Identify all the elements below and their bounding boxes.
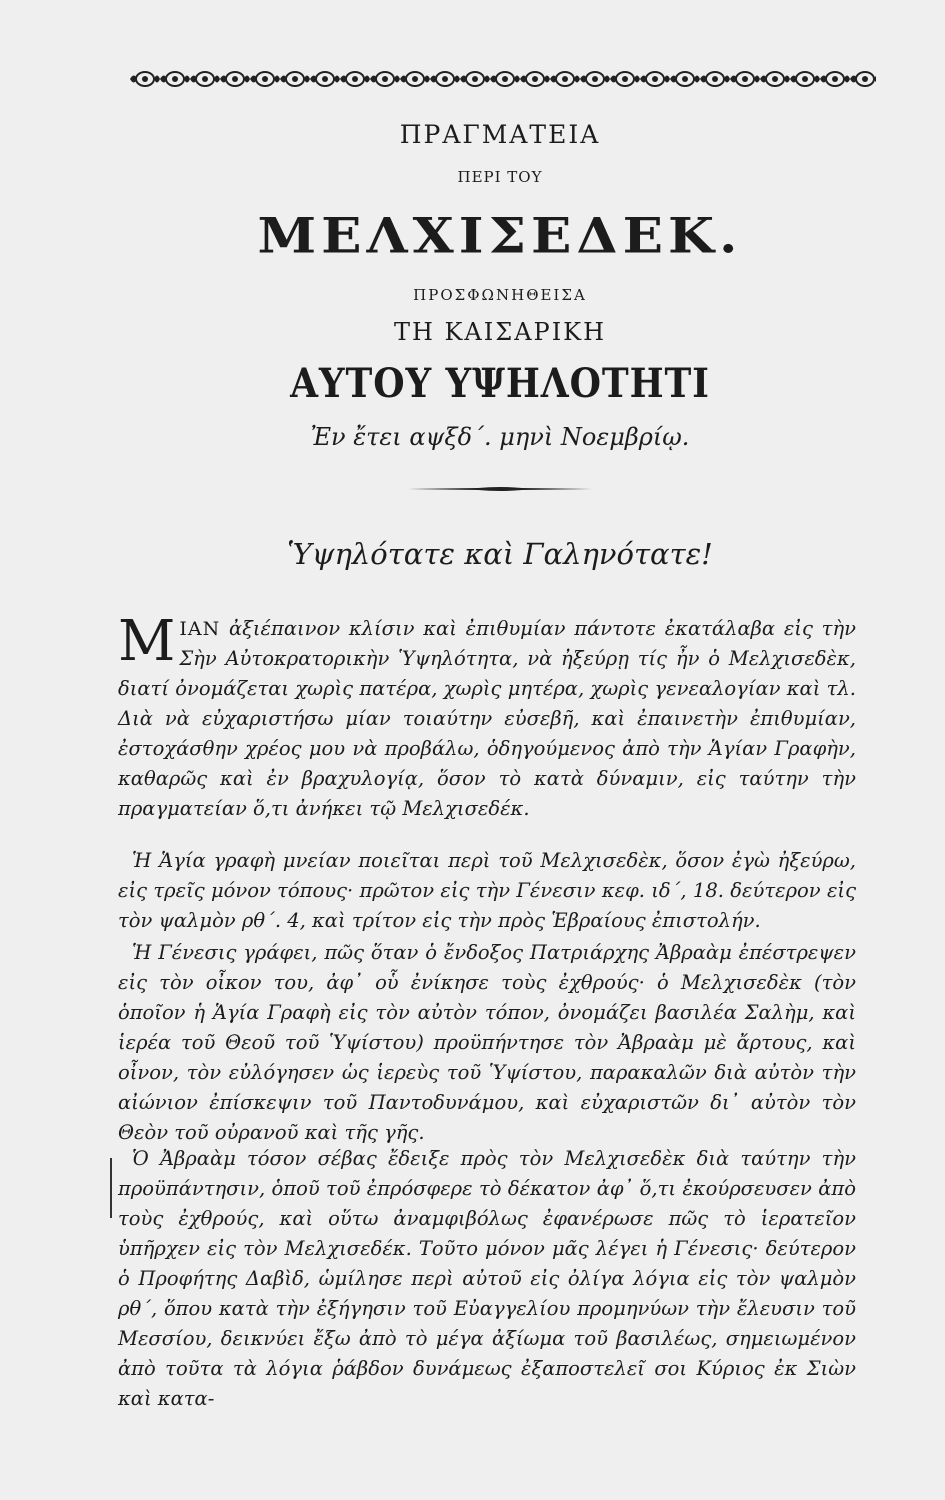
margin-mark (110, 1158, 112, 1218)
paragraph-1-text: ἀξιέπαινον κλίσιν καὶ ἐπιθυμίαν πάντοτε ἐκατάλαβα εἰς τὴν Σὴν Αὐτοκρατορικὴν Ὑψηλότητα, νὰ ἠξεύρῃ τίς ἦν ὁ Μελχισεδὲκ, διατί ὀνομάζεται χωρὶς πατέρα, χωρὶς μητέρα, χωρὶς γενεαλογίαν καὶ τλ. Διὰ νὰ εὐχαριστήσω μίαν τοιαύτην εὐσεβῆ, καὶ ἐπαινετὴν ἐπιθυμίαν, ἐστοχάσθην χρέος μου νὰ προβάλω, ὁδηγούμενος ἀπὸ τὴν Ἁγίαν Γραφὴν, καθαρῶς καὶ ἐν βραχυλογίᾳ, ὅσον τὸ κατὰ δύναμιν, εἰς ταύτην τὴν πραγματείαν ὅ,τι ἀνήκει τῷ Μελχισεδέκ. (118, 617, 856, 820)
paragraph-1 (118, 609, 856, 824)
title-line-2: ΠΕΡΙ ΤΟΥ (457, 168, 543, 186)
first-word: ΙΑΝ (179, 618, 221, 640)
dedication-line-1: ΠΡΟΣΦΩΝΗΘΕΙΣΑ (413, 286, 587, 304)
ornament-band-icon (130, 68, 876, 90)
section-divider (408, 486, 592, 492)
main-title: ΜΕΛΧΙΣΕΔΕΚ. (257, 207, 743, 265)
paragraph-4-text: Ὁ Ἀβραὰμ τόσον σέβας ἔδειξε πρὸς τὸν Μελχισεδὲκ διὰ ταύτην τὴν προϋπάντησιν, ὁποῦ τοῦ ἐπρόσφερε τὸ δέκατον ἀφ᾽ ὅ,τι ἐκούρσευσεν ἀπὸ τοὺς ἐχθρούς, καὶ οὕτω ἀναμφιβόλως ἐφανέρωσε πῶς τὸ ἱερατεῖον ὑπῆρχεν εἰς τὸν Μελχισεδέκ. Τοῦτο μόνον μᾶς λέγει ἡ Γένεσις· δεύτερον ὁ Προφήτης Δαβὶδ, ὡμίλησε περὶ αὐτοῦ εἰς ὀλίγα λόγια εἰς τὸν ψαλμὸν ρθ΄, ὅπου κατὰ τὴν ἐξήγησιν τοῦ Εὐαγγελίου προμηνύων τὴν ἔλευσιν τοῦ Μεσσίου, δεικνύει ἔξω ἀπὸ τὸ μέγα ἀξίωμα τοῦ βασιλέως, σημειωμένον ἀπὸ τοῦτα τὰ λόγια ῥάβδον δυνάμεως ἐξαποστελεῖ σοι Κύριος ἐκ Σιὼν καὶ κατα- (118, 1147, 856, 1410)
dedication-line-3: ΑΥΤΟΥ ΥΨΗΛΟΤΗΤΙ (290, 360, 710, 407)
paragraph-3-text: Ἡ Γένεσις γράφει, πῶς ὅταν ὁ ἔνδοξος Πατριάρχης Ἀβραὰμ ἐπέστρεψεν εἰς τὸν οἶκον του, ἀφ᾽ οὗ ἐνίκησε τοὺς ἐχθρούς· ὁ Μελχισεδὲκ (τὸν ὁποῖον ἡ Ἁγία Γραφὴ εἰς τὸν αὐτὸν τόπον, ὀνομάζει βασιλέα Σαλὴμ, καὶ ἱερέα τοῦ Θεοῦ τοῦ Ὑψίστου) προϋπήντησε τὸν Ἀβραὰμ μὲ ἄρτους, καὶ οἶνον, τὸν εὐλόγησεν ὡς ἱερεὺς τοῦ Ὑψίστου, παρακαλῶν διὰ αὐτὸν τὴν αἰώνιον ἐπίσκεψιν τοῦ Παντοδυνάμου, καὶ εὐχαριστῶν δι᾽ αὐτὸν τὸν Θεὸν τοῦ οὐρανοῦ καὶ τῆς γῆς. (118, 941, 856, 1144)
date-line: Ἐν ἔτει αψξδ΄. μηνὶ Νοεμβρίῳ. (310, 423, 690, 451)
decorative-border (130, 68, 876, 90)
title-line-1: ΠΡΑΓΜΑΤΕΙΑ (399, 120, 601, 149)
paragraph-4 (118, 1144, 856, 1414)
paragraph-2 (118, 846, 856, 936)
paragraph-3 (118, 938, 856, 1148)
dedication-line-2: ΤΗ ΚΑΙΣΑΡΙΚΗ (393, 318, 607, 346)
drop-cap: Μ (118, 609, 176, 674)
salutation: Ὑψηλότατε καὶ Γαληνότατε! (287, 537, 713, 571)
paragraph-2-text: Ἡ Ἁγία γραφὴ μνείαν ποιεῖται περὶ τοῦ Μελχισεδὲκ, ὅσον ἐγὼ ἠξεύρω, εἰς τρεῖς μόνον τόπους· πρῶτον εἰς τὴν Γένεσιν κεφ. ιδ΄, 18. δεύτερον εἰς τὸν ψαλμὸν ρθ΄. 4, καὶ τρίτον εἰς τὴν πρὸς Ἑβραίους ἐπιστολήν. (118, 849, 856, 932)
